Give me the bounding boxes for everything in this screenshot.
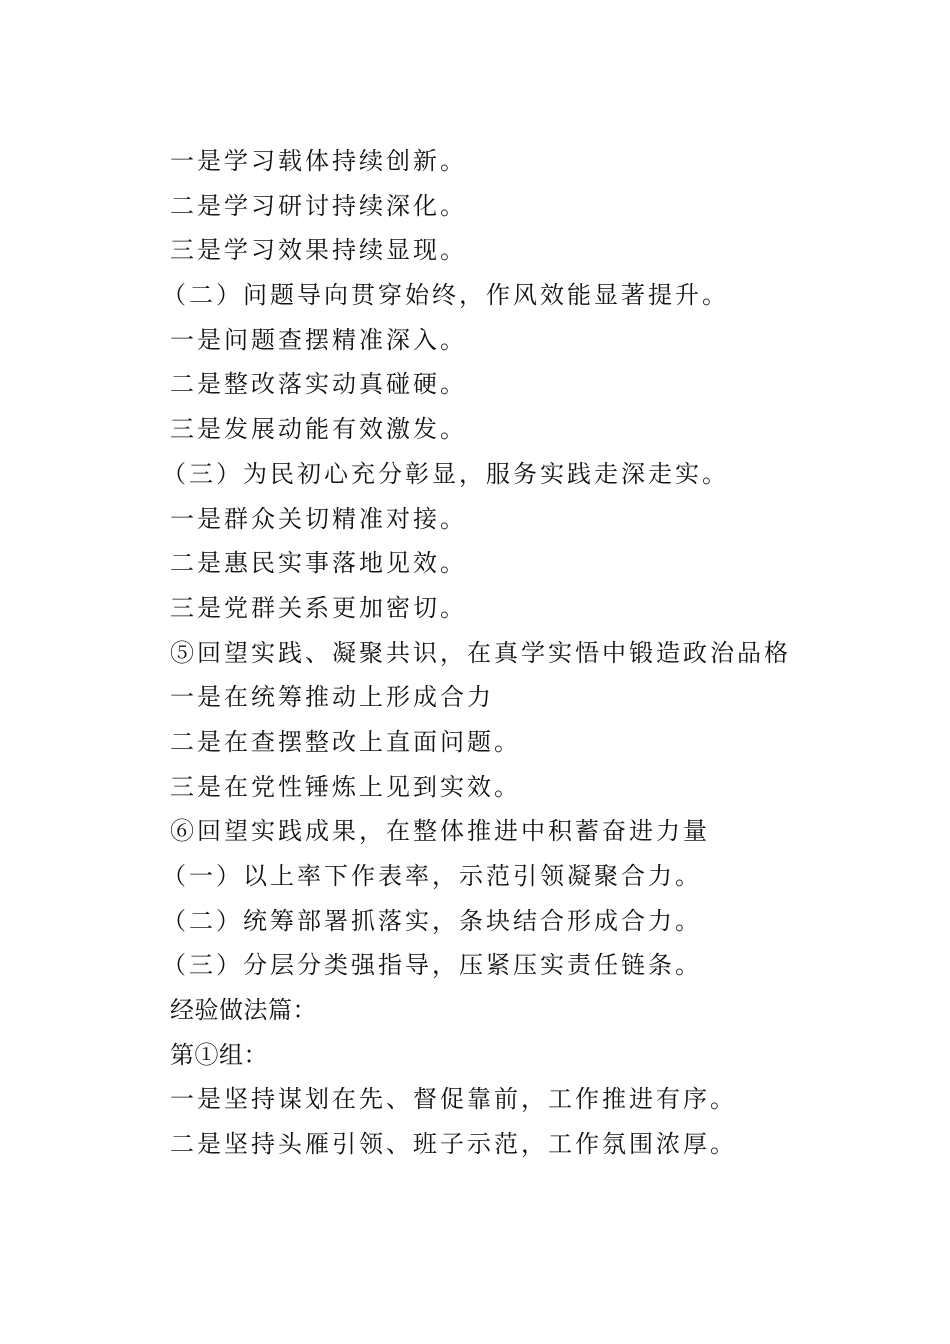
text-line: 三是党群关系更加密切。 xyxy=(170,593,467,622)
text-line: 三是发展动能有效激发。 xyxy=(170,415,467,444)
document-body xyxy=(162,139,910,1167)
text-line: 一是在统筹推动上形成合力 xyxy=(170,683,494,712)
text-line: 二是惠民实事落地见效。 xyxy=(170,549,467,578)
text-line: 一是问题查摆精准深入。 xyxy=(170,325,467,354)
section-heading: （三）为民初心充分彰显，服务实践走深走实。 xyxy=(162,459,729,488)
group-heading: 第①组： xyxy=(170,1040,268,1069)
text-line: 三是在党性锤炼上见到实效。 xyxy=(170,772,521,801)
section-heading: ⑥回望实践成果，在整体推进中积蓄奋进力量 xyxy=(170,817,710,846)
section-heading: （三）分层分类强指导，压紧压实责任链条。 xyxy=(162,951,702,980)
text-line: 三是学习效果持续显现。 xyxy=(170,236,467,265)
text-line: 一是坚持谋划在先、督促靠前，工作推进有序。 xyxy=(170,1085,737,1114)
section-heading: （一）以上率下作表率，示范引领凝聚合力。 xyxy=(162,862,702,890)
text-line: 二是坚持头雁引领、班子示范，工作氛围浓厚。 xyxy=(170,1130,737,1159)
text-line: 二是整改落实动真碰硬。 xyxy=(170,370,467,399)
text-line: 二是学习研讨持续深化。 xyxy=(170,191,467,220)
text-line: 二是在查摆整改上直面问题。 xyxy=(170,727,521,756)
text-line: 一是群众关切精准对接。 xyxy=(170,504,467,533)
section-heading: （二）问题导向贯穿始终，作风效能显著提升。 xyxy=(162,281,729,310)
section-heading: （二）统筹部署抓落实，条块结合形成合力。 xyxy=(162,906,702,935)
text-line: 一是学习载体持续创新。 xyxy=(170,147,467,175)
section-heading: ⑤回望实践、凝聚共识，在真学实悟中锻造政治品格 xyxy=(170,638,791,667)
part-heading: 经验做法篇： xyxy=(170,996,317,1025)
